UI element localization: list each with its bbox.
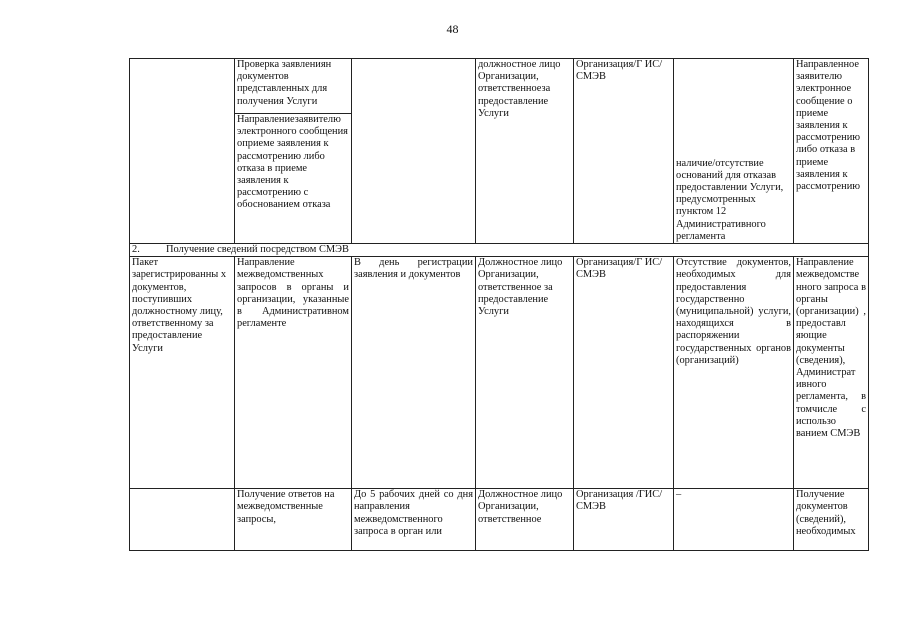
section-header: [130, 244, 869, 257]
table-cell: Направление межведомственных запросов в органы и организации, указанные в Административном регламенте: [235, 257, 352, 489]
table-cell: Должностное лицо Организации, ответственное: [476, 489, 574, 551]
section-header-row: [130, 244, 869, 257]
table-cell: До 5 рабочих дней со дня направления межведомственного запроса в орган или: [352, 489, 476, 551]
table-cell: Пакет зарегистрированны х документов, поступивших должностному лицу, ответственному за предоставление Услуги: [130, 257, 235, 489]
table-cell: Проверка заявлениян документов представленных для получения Услуги: [235, 59, 352, 114]
table-row: [130, 257, 869, 489]
table-cell: В день регистрации заявления и документов: [352, 257, 476, 489]
section-number: 2.: [132, 244, 140, 255]
table-cell: Направление межведомстве нного запроса в органы (организации) , предоставл яющие документы (сведения), Администрат ивного регламента, в томчисле с использо ванием СМЭВ: [794, 257, 869, 489]
table-cell: Организация /ГИС/ СМЭВ: [574, 489, 674, 551]
table-cell: [674, 59, 794, 114]
table-cell: должностное лицо Организации, ответственноеза предоставление Услуги: [476, 59, 574, 244]
table-cell: Получение документов (сведений), необходимых: [794, 489, 869, 551]
table-cell: Отсутствие документов, необходимых для предоставления государственно (муниципальной) услуги, находящихся в распоряжении государственных органов (организаций): [674, 257, 794, 489]
table-cell: Организация/Г ИС/ СМЭВ: [574, 59, 674, 244]
procedure-table: [129, 58, 869, 551]
page-number: 48: [446, 22, 459, 36]
table-cell: Должностное лицо Организации, ответственное за предоставление Услуги: [476, 257, 574, 489]
table-cell: Получение ответов на межведомственные запросы,: [235, 489, 352, 551]
table-cell: Организация/Г ИС/ СМЭВ: [574, 257, 674, 489]
table-cell: наличие/отсутствие оснований для отказав предоставлении Услуги, предусмотренных пунктом 12 Административного регламента: [674, 114, 794, 244]
table-cell: Направленное заявителю электронное сообщение о приеме заявления к рассмотрению либо отказа в приеме заявления к рассмотрению: [794, 59, 869, 244]
table-cell: [352, 59, 476, 244]
table-row: [130, 489, 869, 551]
table-cell: [130, 489, 235, 551]
table-cell: Направлениезаявителю электронного сообщения оприеме заявления к рассмотрению либо отказа в приеме заявления к рассмотрению с обоснованием отказа: [235, 114, 352, 244]
table-cell: [130, 59, 235, 244]
section-title: Получение сведений посредством СМЭВ: [166, 244, 349, 255]
table-row: [130, 59, 869, 114]
table-cell: –: [674, 489, 794, 551]
